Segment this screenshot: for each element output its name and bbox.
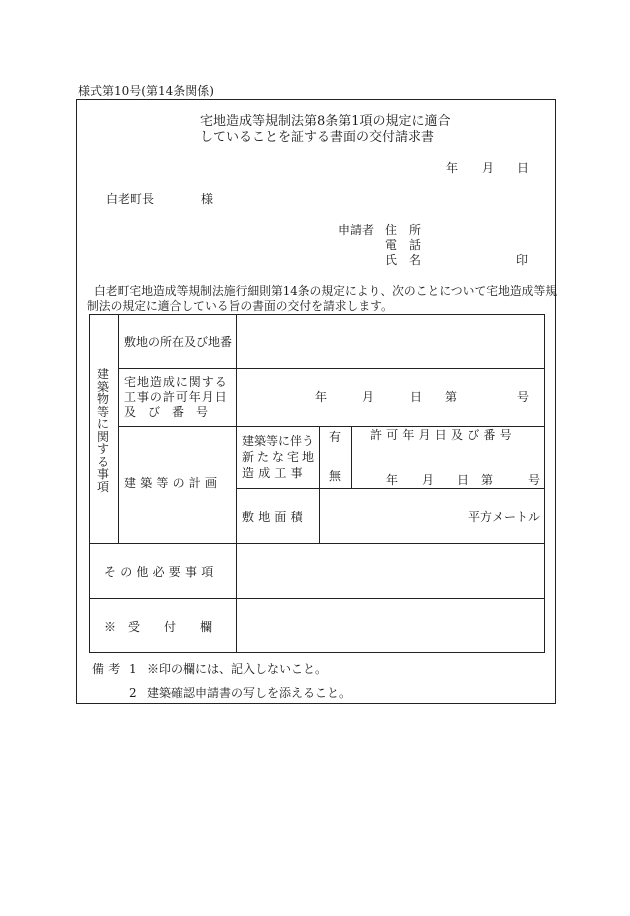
site-area-label: 敷地面積 [242,510,307,524]
permit-month-label: 月 [362,390,375,404]
table-line [89,652,544,653]
note-number: 2 [129,686,137,700]
permit-label-line1: 宅地造成に関する [124,375,228,389]
form-title-line1: 宅地造成等規制法第8条第1項の規定に適合 [200,114,451,129]
permit-day-label: 日 [410,390,423,404]
table-line [118,314,119,543]
note-text: 建築確認申請書の写しを添えること。 [147,686,352,700]
other-matters-field[interactable] [237,544,543,597]
building-plan-label: 建築等の計画 [124,476,222,490]
applicant-name-label[interactable]: 氏 名 [385,253,422,267]
form-number: 様式第10号(第14条関係) [78,84,214,98]
permit-label-line3: 及 び 番 号 [124,405,209,419]
new-work-month-label: 月 [422,473,435,487]
new-work-number-prefix: 第 [481,473,494,487]
site-location-field[interactable] [237,315,543,367]
applicant-label: 申請者 [338,223,375,237]
site-location-label: 敷地の所在及び地番 [124,335,233,349]
permit-number-prefix: 第 [445,390,458,404]
table-line [351,426,352,488]
new-work-day-label: 日 [457,473,470,487]
note-number: 1 [129,662,137,676]
applicant-address-label[interactable]: 住 所 [385,223,422,237]
no-option[interactable]: 無 [329,469,342,483]
reception-field [237,599,543,651]
addressee-honorific: 様 [201,192,214,206]
request-text-line1: 白老町宅地造成等規制法施行細則第14条の規定により、次のことについて宅地造成等規 [94,284,558,298]
addressee-name: 白老町長 [106,192,155,206]
table-line [89,314,90,653]
table-line [118,368,544,369]
permit-year-label: 年 [315,390,328,404]
yes-option[interactable]: 有 [329,430,342,444]
request-text-line2: 制法の規定に適合している旨の書面の交付を請求します。 [87,299,393,313]
note-text: ※印の欄には、記入しないこと。 [147,662,328,676]
table-line [118,426,544,427]
new-work-label-line2: 新たな宅地 [242,450,318,464]
table-line [544,314,545,653]
permit-label-line2: 工事の許可年月日 [124,390,228,404]
form-title-line2: していることを証する書面の交付請求書 [200,130,435,145]
new-work-year-label: 年 [386,473,399,487]
new-work-label-line1: 建築等に伴う [242,434,315,448]
date-month-label: 月 [482,161,495,175]
notes-label: 備考 [92,662,125,676]
building-matters-group-label: 建築物等に関する事項 [96,367,109,494]
new-work-permit-header: 許可年月日及び番号 [370,428,516,442]
new-work-number-suffix: 号 [528,473,541,487]
new-work-label-line3: 造成工事 [242,466,307,480]
applicant-phone-label[interactable]: 電 話 [385,238,422,252]
site-area-unit: 平方メートル [468,510,541,524]
reception-label: ※ 受 付 欄 [104,620,213,634]
permit-number-suffix: 号 [517,390,530,404]
date-day-label: 日 [517,161,530,175]
date-year-label: 年 [446,161,459,175]
other-matters-label: その他必要事項 [104,565,218,579]
applicant-seal: 印 [516,253,529,267]
